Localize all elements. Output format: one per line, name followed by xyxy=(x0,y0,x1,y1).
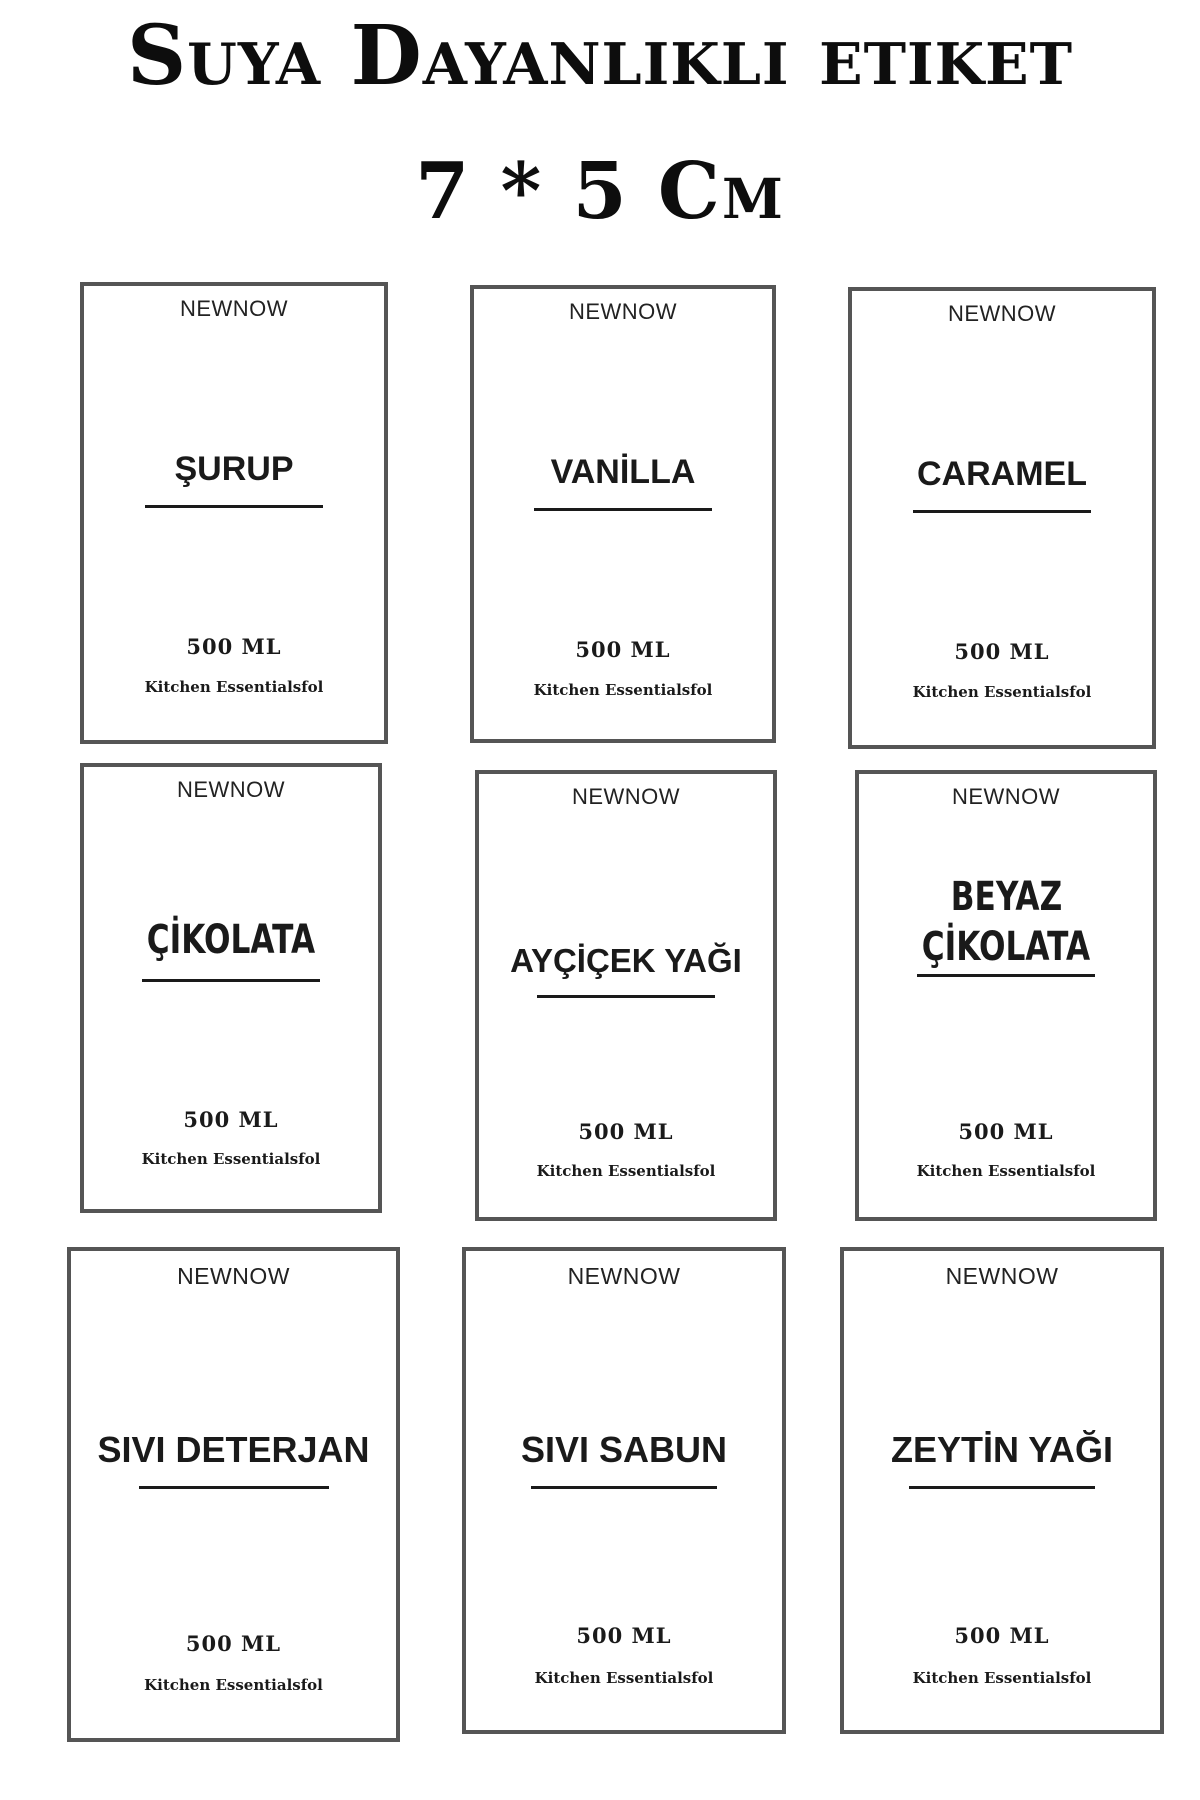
label-name-block xyxy=(474,451,772,511)
label-name-block xyxy=(844,1427,1160,1489)
label-name-block xyxy=(479,940,773,998)
label-volume: 500 ML xyxy=(958,1119,1054,1144)
label-product-name: ZEYTİN YAĞI xyxy=(890,1429,1114,1470)
page-title: Suya Dayanlıklı etiket xyxy=(126,8,1074,104)
label-maker: Kitchen Essentialsfol xyxy=(534,1669,714,1687)
label-maker: Kitchen Essentialsfol xyxy=(141,1150,321,1168)
label-maker: Kitchen Essentialsfol xyxy=(916,1162,1096,1180)
label-brand: NEWNOW xyxy=(179,296,289,321)
label-card-surup xyxy=(80,282,388,744)
label-brand: NEWNOW xyxy=(951,784,1061,809)
label-card-sivi-sabun xyxy=(462,1247,786,1734)
label-card-sivi-deterjan xyxy=(67,1247,400,1742)
label-product-name: SIVI DETERJAN xyxy=(97,1429,370,1470)
label-volume: 500 ML xyxy=(954,1623,1050,1648)
label-product-name-line2: ÇİKOLATA xyxy=(921,924,1091,970)
label-volume: 500 ML xyxy=(576,1623,672,1648)
label-card-zeytin-yagi xyxy=(840,1247,1164,1734)
label-maker: Kitchen Essentialsfol xyxy=(144,678,324,696)
label-product-name: CARAMEL xyxy=(917,455,1087,493)
label-name-block xyxy=(466,1427,782,1489)
label-maker: Kitchen Essentialsfol xyxy=(912,1669,1092,1687)
label-brand: NEWNOW xyxy=(176,777,286,802)
label-brand: NEWNOW xyxy=(177,1263,290,1289)
label-name-block xyxy=(71,1427,396,1489)
label-product-name: SIVI SABUN xyxy=(520,1429,728,1470)
label-product-name: ŞURUP xyxy=(174,450,294,488)
label-underline xyxy=(909,1486,1095,1489)
label-name-block xyxy=(84,915,378,982)
label-brand: NEWNOW xyxy=(571,784,681,809)
label-volume: 500 ML xyxy=(575,637,671,662)
label-product-name: AYÇİÇEK YAĞI xyxy=(510,942,742,979)
label-underline xyxy=(534,508,712,511)
label-card-cikolata xyxy=(80,763,382,1213)
label-card-aycicek-yagi xyxy=(475,770,777,1221)
label-volume: 500 ML xyxy=(578,1119,674,1144)
label-name-block xyxy=(859,872,1153,977)
label-underline xyxy=(139,1486,329,1489)
label-underline xyxy=(917,974,1095,977)
label-name-block xyxy=(852,453,1152,513)
label-underline xyxy=(537,995,715,998)
label-name-block xyxy=(84,448,384,508)
label-underline xyxy=(913,510,1091,513)
label-maker: Kitchen Essentialsfol xyxy=(912,683,1092,701)
label-brand: NEWNOW xyxy=(568,299,678,324)
label-brand: NEWNOW xyxy=(567,1263,681,1289)
label-volume: 500 ML xyxy=(186,634,282,659)
label-maker: Kitchen Essentialsfol xyxy=(536,1162,716,1180)
label-volume: 500 ML xyxy=(183,1107,279,1132)
label-card-caramel xyxy=(848,287,1156,749)
label-brand: NEWNOW xyxy=(945,1263,1059,1289)
label-maker: Kitchen Essentialsfol xyxy=(144,1676,323,1694)
label-underline xyxy=(145,505,323,508)
label-volume: 500 ML xyxy=(954,639,1050,664)
label-card-beyaz-cikolata xyxy=(855,770,1157,1221)
label-card-vanilla xyxy=(470,285,776,743)
label-volume: 500 ML xyxy=(185,1631,282,1656)
label-maker: Kitchen Essentialsfol xyxy=(533,681,713,699)
label-brand: NEWNOW xyxy=(947,301,1057,326)
label-product-name: VANİLLA xyxy=(550,453,696,491)
label-product-name: ÇİKOLATA xyxy=(146,917,316,963)
label-size-subtitle: 7 * 5 Cm xyxy=(415,146,785,237)
label-product-name-line1: BEYAZ xyxy=(950,874,1062,920)
label-underline xyxy=(142,979,320,982)
label-underline xyxy=(531,1486,717,1489)
